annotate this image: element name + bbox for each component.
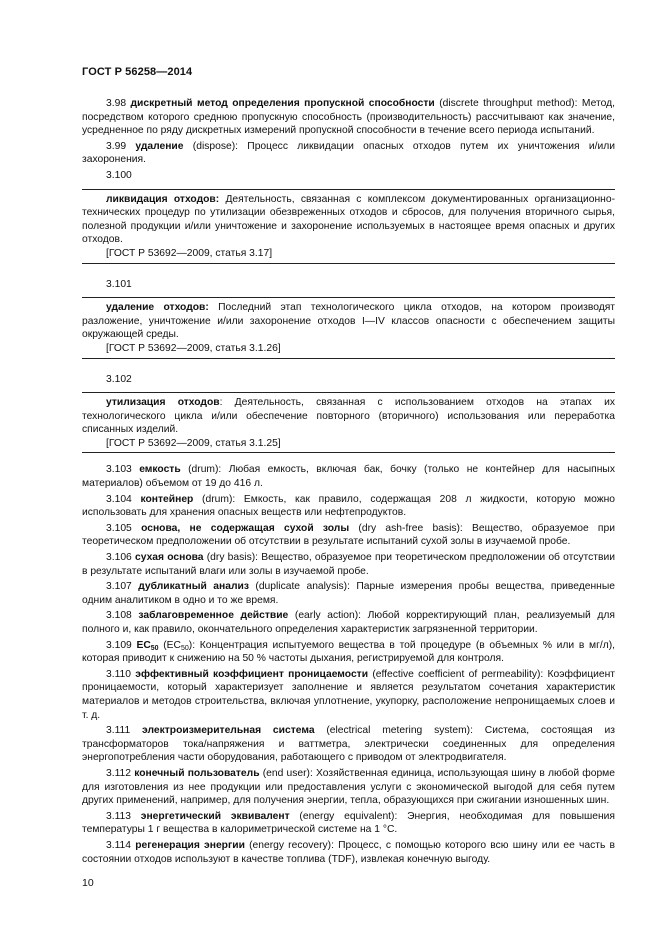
document-body [82, 97, 615, 868]
term: дубликатный анализ [138, 581, 249, 593]
term: заблаговременное действие [138, 610, 289, 622]
term-entry-3-99: 3.99 удаление (dispose): Процесс ликвидации опасных отходов путем их уничтожения и/или захоронения. [82, 140, 615, 166]
term: дискретный метод определения пропускной способности [130, 98, 435, 109]
term: регенерация энергии [135, 839, 245, 851]
term: контейнер [140, 493, 194, 505]
term: $EC_{50}$ [136, 639, 159, 652]
term: энергетический эквивалент [140, 810, 290, 822]
term: электроизмерительная система [142, 725, 315, 737]
term-definition: ликвидация отходов: Деятельность, связанная с комплексом документированных организационно-технических процедур по утилизации обезвреженных отходов и сбросов, для получения вторичного сырья, полезной продукции и/или уничтожение и захоронение используемых в настоящее время опасных и других отходов. [82, 193, 615, 246]
term: утилизация отходов [106, 397, 220, 409]
term-entry-3-110: 3.110 эффективный коэффициент проницаемости (effective coefficient of permeability): Коэффициент проницаемости, который характеризует заполнение и является результатом сочетания характеристик материалов и методов строительства, включая уплотнение, укупорку, расположение непронищаемых слоев и т. д. [82, 668, 615, 721]
term-source: [ГОСТ Р 53692—2009, статья 3.17] [106, 247, 273, 259]
term-entry-3-105: 3.105 основа, не содержащая сухой золы (dry ash-free basis): Вещество, образуемое при теоретическом предположении об отсутствии в результате испытаний сухой золы в изучаемой пробе. [82, 522, 615, 548]
term: сухая основа [134, 552, 204, 564]
page-number: 10 [82, 877, 94, 889]
term: эффективный коэффициент проницаемости [135, 668, 369, 680]
term-entry-3-114: 3.114 регенерация энергии (energy recovery): Процесс, с помощью которого всю шину или ее часть в состоянии отходов используют в качестве топлива (TDF), извлекая конечную выгоду. [82, 839, 615, 865]
term-box-3-102 [82, 392, 615, 453]
term-entry-3-109: 3.109 $EC_{50}$ $(EC_{50})$: Концентрация испытуемого вещества в той процедуре (в объемных % или в мг/л), которая приводит к снижению на 50 % частоты дыхания, регистрируемой для контроля. [82, 639, 615, 665]
term: ликвидация отходов: [106, 193, 220, 205]
term-definition: удаление отходов: Последний этап технологического цикла отходов, на котором производят разложение, уничтожение и/или захоронение отходов I—IV классов опасности с обеспечением защиты окружающей среды. [82, 302, 615, 341]
term-box-3-100 [82, 189, 615, 264]
term-entry-3-112: 3.112 конечный пользователь (end user): Хозяйственная единица, использующая шину в любой форме для изготовления из нее продукции или предоставления услуги с экономической выгодой для себя путем других применений, например, для получения энергии, тепла, образующихся при сжигании изношенных шин. [82, 767, 615, 807]
term-entry-3-108: 3.108 заблаговременное действие (early action): Любой корректирующий план, реализуемый для полного и, как правило, окончательного определения характеристик загрязненной территории. [82, 610, 615, 635]
term: удаление [135, 140, 184, 152]
entry-number-3-102: 3.102 [106, 373, 132, 385]
entry-number-3-101: 3.101 [106, 278, 132, 290]
entry-number-3-100: 3.100 [106, 169, 132, 181]
term: удаление отходов: [106, 302, 209, 314]
term-entry-3-103: 3.103 емкость (drum): Любая емкость, включая бак, бочку (только не контейнер для насыпных материалов) объемом от 19 до 416 л. [82, 464, 615, 490]
term-definition: утилизация отходов: Деятельность, связанная с использованием отходов на этапах их технологического цикла и/или обеспечение повторного (вторичного) использования или переработка списанных изделий. [82, 397, 615, 436]
term-entry-3-98: 3.98 дискретный метод определения пропускной способности (discrete throughput method): Метод, посредством которого среднюю пропускную способность (производительность) рассчитывают как значение, усредненное по ряду дискретных измерений пропускной способности в течение всего периода испытаний. [82, 98, 615, 137]
term-entry-3-113: 3.113 энергетический эквивалент (energy equivalent): Энергия, необходимая для повышения температуры 1 г вещества в калориметрической системе на 1 °С. [82, 810, 615, 836]
term-source: [ГОСТ Р 53692—2009, статья 3.1.25] [106, 437, 281, 449]
term: конечный пользователь [134, 767, 260, 779]
term-entry-3-104: 3.104 контейнер (drum): Емкость, как правило, содержащая 208 л жидкости, которую можно использовать для хранения опасных веществ или нефтепродуктов. [82, 493, 615, 519]
document-header: ГОСТ Р 56258—2014 [82, 66, 193, 78]
term-entry-3-107: 3.107 дубликатный анализ (duplicate analysis): Парные измерения пробы вещества, приведенные одним аналитиком в одно и то же время. [82, 581, 615, 606]
term: емкость [139, 464, 181, 476]
term-entry-3-111: 3.111 электроизмерительная система (electrical metering system): Система, состоящая из трансформаторов тока/напряжения и ваттметра, электрически соединенных для определения энергопотребления части оборудования, работающего с приводом от электродвигателя. [82, 725, 615, 764]
term: основа, не содержащая сухой золы [141, 522, 350, 534]
term-source: [ГОСТ Р 53692—2009, статья 3.1.26] [106, 342, 281, 354]
term-entry-3-106: 3.106 сухая основа (dry basis): Вещество, образуемое при теоретическом предположении об отсутствии в результате испытаний влаги или золы в изучаемой пробе. [82, 552, 615, 577]
term-box-3-101 [82, 297, 615, 358]
